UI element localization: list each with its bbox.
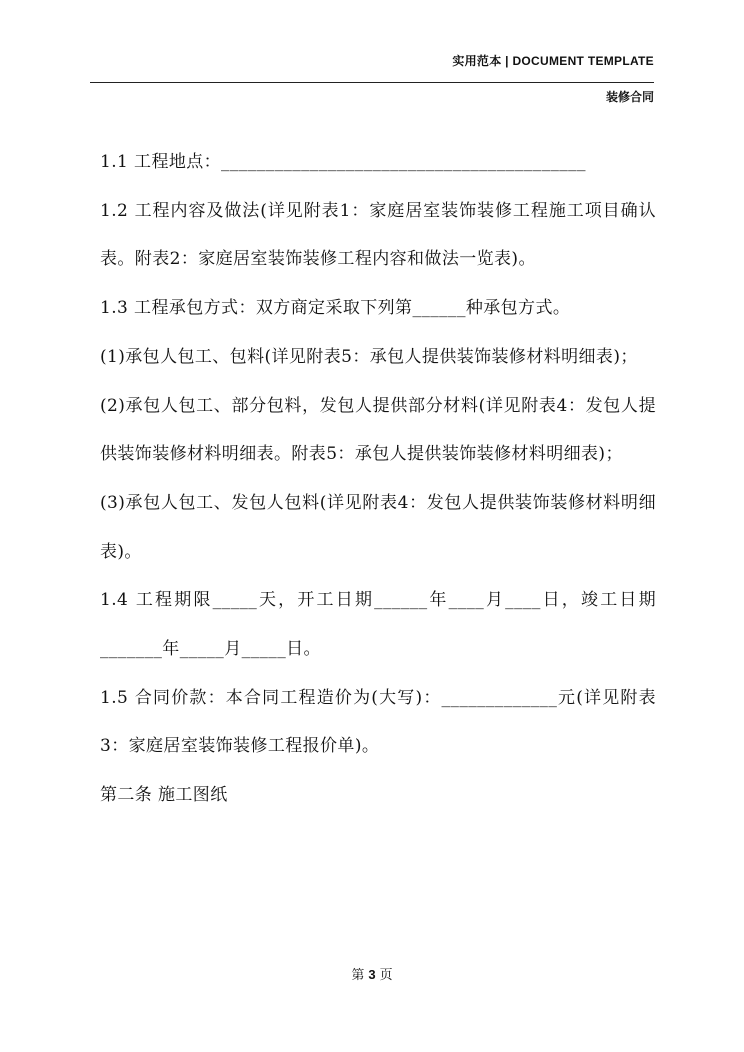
option-1-full-contract: (1)承包人包工、包料(详见附表5：承包人提供装饰装修材料明细表)； [100, 346, 638, 367]
document-header-subtitle: 装修合同 [605, 90, 654, 104]
page-footer [0, 964, 744, 983]
page-number: 3 [368, 967, 376, 982]
document-header-title: 实用范本 | DOCUMENT TEMPLATE [452, 54, 654, 68]
article-2-heading: 第二条 施工图纸 [100, 785, 228, 806]
page-label-prefix: 第 [351, 968, 365, 983]
clause-1-2-project-content: 1.2 工程内容及做法(详见附表1：家庭居室装饰装修工程施工项目确认表。附表2：家庭居室装饰装修工程内容和做法一览表)。 [100, 200, 656, 270]
clause-1-4-project-period: 1.4 工程期限_____天，开工日期______年____月____日，竣工日期_______年_____月_____日。 [100, 590, 656, 660]
clause-1-5-contract-price: 1.5 合同价款：本合同工程造价为(大写)：_____________元(详见附表3：家庭居室装饰装修工程报价单)。 [100, 687, 656, 757]
document-body [100, 138, 656, 820]
option-2-partial-materials: (2)承包人包工、部分包料，发包人提供部分材料(详见附表4：发包人提供装饰装修材料明细表。附表5：承包人提供装饰装修材料明细表)； [100, 395, 656, 465]
option-3-owner-materials: (3)承包人包工、发包人包料(详见附表4：发包人提供装饰装修材料明细表)。 [100, 492, 656, 562]
page-label-suffix: 页 [379, 968, 393, 983]
header-divider [90, 82, 654, 83]
clause-1-1-project-location: 1.1 工程地点：_________________________________________ [100, 152, 586, 172]
clause-1-3-contract-method: 1.3 工程承包方式：双方商定采取下列第______种承包方式。 [100, 298, 571, 319]
